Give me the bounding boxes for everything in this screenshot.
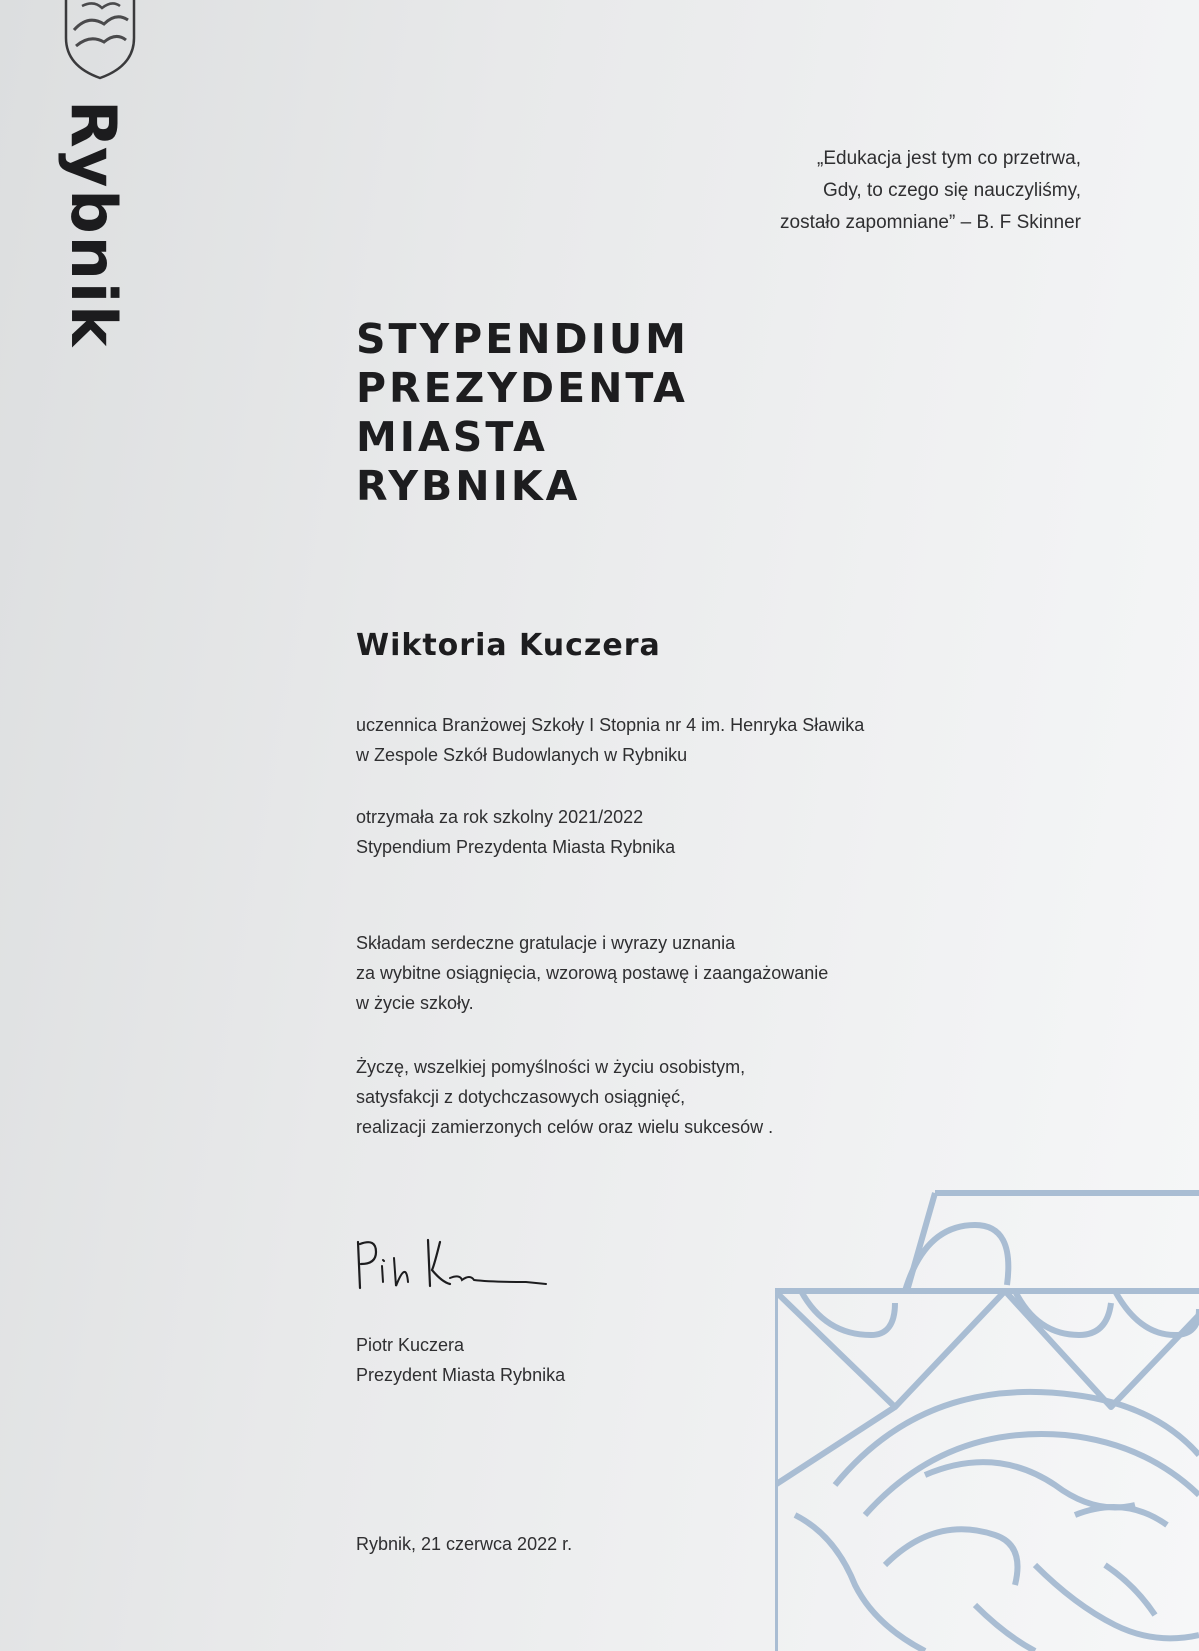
signatory-position: Prezydent Miasta Rybnika <box>356 1365 566 1385</box>
quote-line: Gdy, to czego się nauczyliśmy, <box>822 180 1081 201</box>
paragraph-line: Składam serdeczne gratulacje i wyrazy uznania <box>356 933 736 953</box>
paragraph-line: otrzymała za rok szkolny 2021/2022 <box>356 807 644 827</box>
title-line: PREZYDENTA <box>356 364 688 412</box>
recipient-name: Wiktoria Kuczera <box>356 628 661 663</box>
paragraph-line: w Zespole Szkół Budowlanych w Rybniku <box>356 745 688 765</box>
title-line: RYBNIKA <box>356 462 581 510</box>
decorative-ornament <box>775 1185 1199 1651</box>
handwritten-signature <box>350 1230 560 1300</box>
signatory-block <box>356 1330 565 1390</box>
epigraph-quote <box>721 143 1081 239</box>
paragraph-line: Stypendium Prezydenta Miasta Rybnika <box>356 837 676 857</box>
signatory-name: Piotr Kuczera <box>356 1335 465 1355</box>
quote-line: zostało zapomniane” – B. F Skinner <box>780 212 1081 233</box>
paragraph-line: Życzę, wszelkiej pomyślności w życiu osobistym, <box>356 1057 746 1077</box>
brand-logo-text: Rybnik <box>57 100 130 349</box>
certificate-title <box>356 315 689 511</box>
paragraph-line: realizacji zamierzonych celów oraz wielu sukcesów . <box>356 1117 774 1137</box>
quote-line: „Edukacja jest tym co przetrwa, <box>817 148 1081 169</box>
paragraph-line: za wybitne osiągnięcia, wzorową postawę i zaangażowanie <box>356 963 829 983</box>
title-line: MIASTA <box>356 413 548 461</box>
paragraph-line: satysfakcji z dotychczasowych osiągnięć, <box>356 1087 686 1107</box>
paragraph-line: uczennica Branżowej Szkoły I Stopnia nr 4 im. Henryka Sławika <box>356 715 865 735</box>
place-and-date: Rybnik, 21 czerwca 2022 r. <box>356 1534 573 1554</box>
congratulations-paragraph <box>356 928 828 1018</box>
city-crest-icon <box>60 0 140 80</box>
school-paragraph <box>356 710 864 770</box>
paragraph-line: w życie szkoły. <box>356 993 474 1013</box>
wishes-paragraph <box>356 1052 773 1142</box>
award-paragraph <box>356 802 675 862</box>
title-line: STYPENDIUM <box>356 315 689 363</box>
